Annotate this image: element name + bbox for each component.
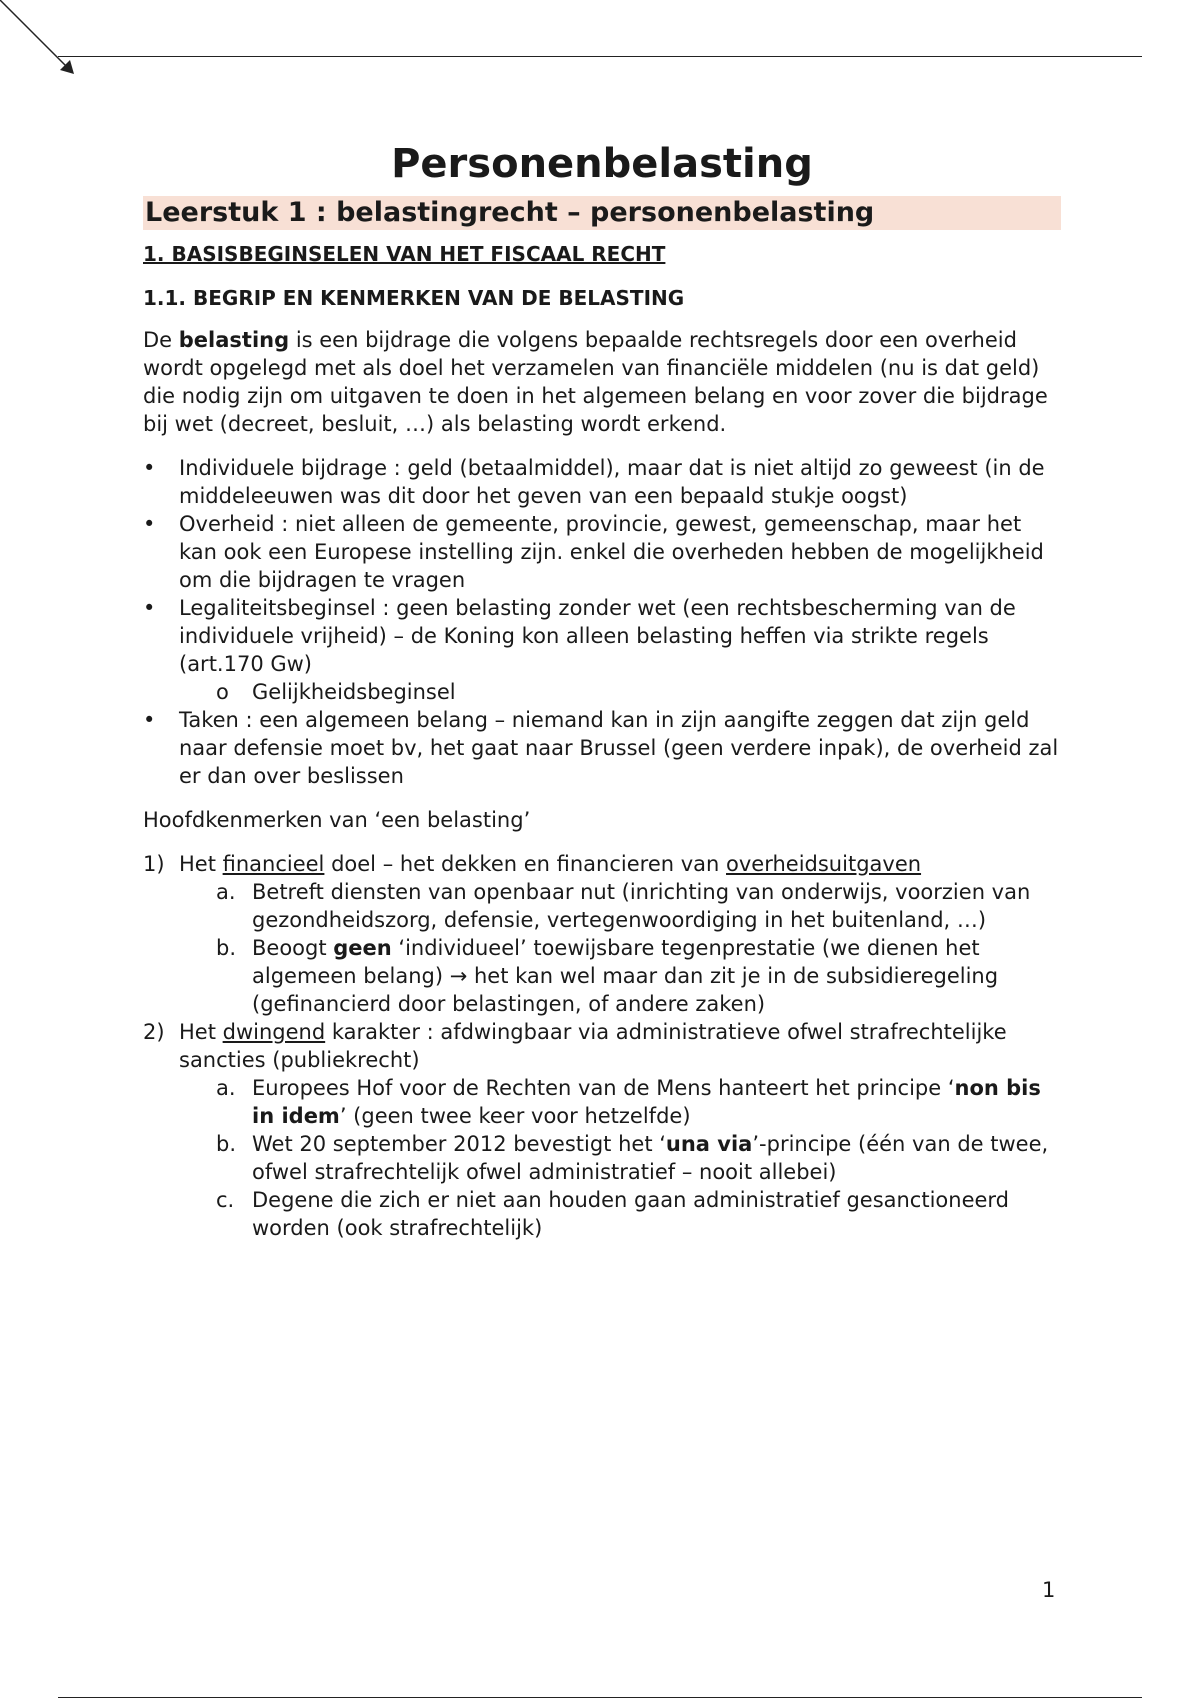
number-marker: 2) (143, 1020, 165, 1044)
number-marker: 1) (143, 852, 165, 876)
kenmerk1-underlined-2: overheidsuitgaven (726, 852, 922, 876)
letter-item-b (143, 934, 1061, 1018)
letter-item-text-post: ’-principe (één van de twee, ofwel strafrechtelijk ofwel administratief – nooit allebei) (252, 1132, 1049, 1184)
subsection-heading: 1.1. BEGRIP EN KENMERKEN VAN DE BELASTING (143, 286, 685, 310)
list-item-text: Taken : een algemeen belang – niemand kan in zijn aangifte zeggen dat zijn geld naar defensie moet bv, het gaat naar Brussel (geen verdere inpak), de overheid zal er dan over beslissen (179, 708, 1059, 788)
letter-item-text-pre: Europees Hof voor de Rechten van de Mens hanteert het principe ‘ (252, 1076, 955, 1100)
letter-marker: a. (216, 1076, 236, 1100)
letter-item-text-pre: Wet 20 september 2012 bevestigt het ‘ (252, 1132, 666, 1156)
bullet-list (143, 454, 1061, 790)
kenmerk2-underlined: dwingend (222, 1020, 326, 1044)
numbered-item-1 (143, 850, 1061, 1018)
letter-marker: c. (216, 1188, 235, 1212)
letter-item-a (143, 878, 1061, 934)
letter-marker: b. (216, 1132, 237, 1156)
kenmerk1-underlined-1: financieel (222, 852, 325, 876)
intro-text-bold: belasting (178, 328, 290, 352)
letter-item-text: Betreft diensten van openbaar nut (inrichting van onderwijs, voorzien van gezondheidszorg, defensie, vertegenwoordiging in het buitenland, …) (252, 880, 1031, 932)
page-title: Personenbelasting (391, 141, 813, 187)
bullet-icon: • (143, 596, 156, 620)
footer-rule (58, 1697, 1142, 1698)
letter-item-c (143, 1186, 1061, 1242)
numbered-list (143, 850, 1061, 1242)
letter-item-text-pre: Beoogt (252, 936, 334, 960)
document-body (143, 138, 1061, 1258)
letter-item-text-post: ‘individueel’ toewijsbare tegenprestatie (we dienen het algemeen belang) → het kan wel maar dan zit je in de subsidieregeling (gefinancierd door belastingen, of andere zaken) (252, 936, 999, 1016)
letter-item-text-bold: non bis in idem (252, 1076, 1041, 1128)
corner-arrow-icon (0, 0, 80, 80)
list-item (143, 510, 1061, 594)
intro-paragraph (143, 326, 1061, 438)
kenmerk1-text-pre: Het (179, 852, 223, 876)
sub-list-item (143, 678, 1061, 706)
list-item (143, 454, 1061, 510)
sub-list-item-text: Gelijkheidsbeginsel (252, 680, 456, 704)
letter-item-text-bold: geen (333, 936, 392, 960)
letter-item-b (143, 1130, 1061, 1186)
page-number: 1 (1042, 1578, 1056, 1602)
numbered-item-2 (143, 1018, 1061, 1242)
intro-text-post: is een bijdrage die volgens bepaalde rechtsregels door een overheid wordt opgelegd met als doel het verzamelen van financiële middelen (nu is dat geld) die nodig zijn om uitgaven te doen in het algemeen belang en voor zover die bijdrage bij wet (decreet, besluit, …) als belasting wordt erkend. (143, 328, 1048, 436)
header-rule (58, 56, 1142, 57)
letter-item-text-post: ’ (geen twee keer voor hetzelfde) (339, 1104, 691, 1128)
bullet-icon: • (143, 512, 156, 536)
section-heading: 1. BASISBEGINSELEN VAN HET FISCAAL RECHT (143, 242, 666, 266)
list-item (143, 706, 1061, 790)
letter-marker: b. (216, 936, 237, 960)
hoofdkenmerken-label: Hoofdkenmerken van ‘een belasting’ (143, 808, 531, 832)
intro-text-pre: De (143, 328, 179, 352)
list-item-text: Legaliteitsbeginsel : geen belasting zonder wet (een rechtsbescherming van de individuele vrijheid) – de Koning kon alleen belasting heffen via strikte regels (art.170 Gw) (179, 596, 1016, 676)
sub-bullet-list (143, 678, 1061, 706)
letter-list (143, 1074, 1061, 1242)
leerstuk-heading: Leerstuk 1 : belastingrecht – personenbelasting (143, 196, 1061, 230)
list-item-text: Overheid : niet alleen de gemeente, provincie, gewest, gemeenschap, maar het kan ook een Europese instelling zijn. enkel die overheden hebben de mogelijkheid om die bijdragen te vragen (179, 512, 1044, 592)
kenmerk1-text-mid: doel – het dekken en financieren van (324, 852, 727, 876)
letter-item-text: Degene die zich er niet aan houden gaan administratief gesanctioneerd worden (ook strafrechtelijk) (252, 1188, 1010, 1240)
kenmerk2-text-post: karakter : afdwingbaar via administratieve ofwel strafrechtelijke sancties (publiekrecht) (179, 1020, 1007, 1072)
sub-bullet-icon: o (216, 680, 229, 704)
list-item-text: Individuele bijdrage : geld (betaalmiddel), maar dat is niet altijd zo geweest (in de middeleeuwen was dit door het geven van een bepaald stukje oogst) (179, 456, 1045, 508)
letter-item-a (143, 1074, 1061, 1130)
letter-marker: a. (216, 880, 236, 904)
letter-list (143, 878, 1061, 1018)
letter-item-text-bold: una via (665, 1132, 753, 1156)
bullet-icon: • (143, 456, 156, 480)
kenmerk2-text-pre: Het (179, 1020, 223, 1044)
bullet-icon: • (143, 708, 156, 732)
list-item (143, 594, 1061, 706)
